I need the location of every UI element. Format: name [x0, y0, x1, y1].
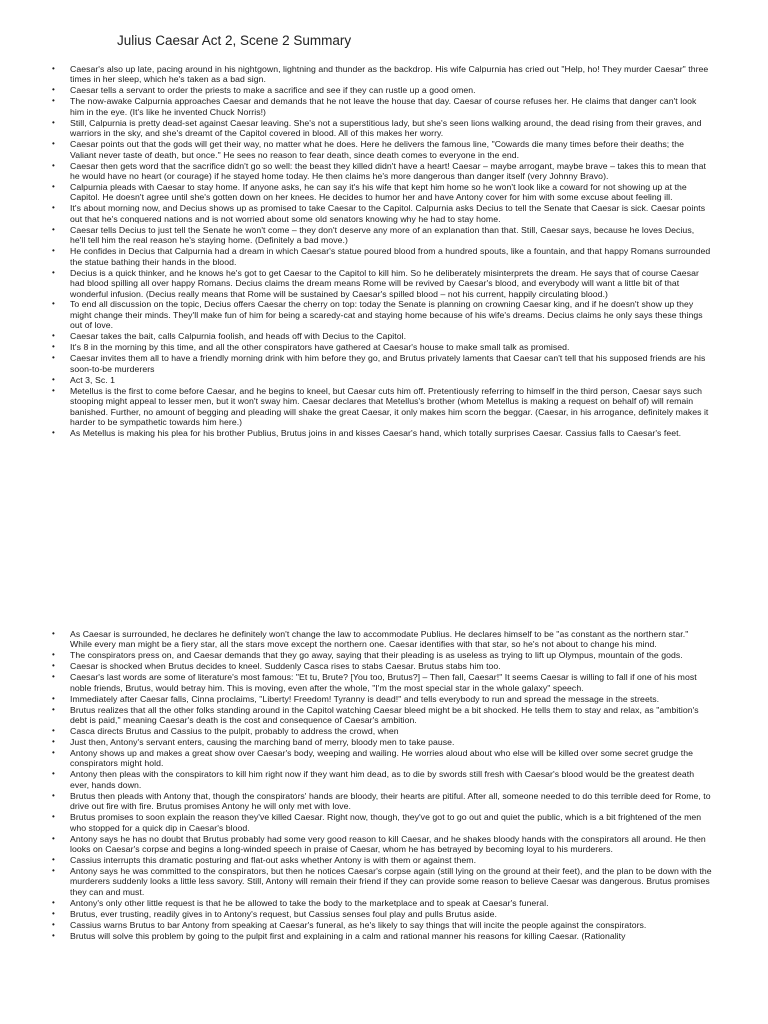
list-item-text: Just then, Antony's servant enters, causing the marching band of merry, bloody men to take pause.: [70, 737, 455, 748]
list-item: [52, 866, 712, 897]
list-item: [52, 85, 712, 95]
list-item-text: Metellus is the first to come before Caesar, and he begins to kneel, but Caesar cuts him off. Pretentiously referring to himself in the third person, Caesar says such stooping might appeal to lesser men, but it won't sway him. Caesar declares that Metellus's brother (whom Metellus is making a request on behalf of) will remain banished. Further, no amount of begging and pleading will shake the great Caesar, it only makes him scorn the beggar. (Caesar, in his arrogance, definitely makes it harder to be sympathetic towards him here.): [70, 385, 709, 427]
list-item-text: Caesar tells a servant to order the priests to make a sacrifice and see if they can rustle up a good omen.: [70, 85, 476, 96]
list-item: [52, 118, 712, 139]
bullet-icon: •: [52, 672, 55, 682]
bullet-icon: •: [52, 650, 55, 660]
bullet-icon: •: [52, 117, 55, 127]
list-item-text: Brutus then pleads with Antony that, though the conspirators' hands are bloody, their hearts are pitiful. After all, someone needed to do this terrible deed for Rome, to drive out fire with fire. Brutus promises Antony he will only met with love.: [70, 790, 711, 812]
bullet-icon: •: [52, 812, 55, 822]
bullet-icon: •: [52, 427, 55, 437]
list-item: [52, 428, 712, 438]
bullet-icon: •: [52, 203, 55, 213]
list-item: [52, 375, 712, 385]
list-item-text: Antony's only other little request is that he be allowed to take the body to the marketplace and to speak at Caesar's funeral.: [70, 897, 549, 908]
list-item-text: It's 8 in the morning by this time, and all the other conspirators have gathered at Caesar's house to make small talk as promised.: [70, 342, 570, 353]
bullet-icon: •: [52, 181, 55, 191]
bullet-icon: •: [52, 693, 55, 703]
bullet-icon: •: [52, 331, 55, 341]
list-item-text: Casca directs Brutus and Cassius to the pulpit, probably to address the crowd, when: [70, 726, 399, 737]
bullet-icon: •: [52, 908, 55, 918]
list-item: [52, 182, 712, 203]
list-item: [52, 268, 712, 299]
list-item-text: Brutus promises to soon explain the reason they've killed Caesar. Right now, though, they've got to go out and quiet the public, which is a bit frightened of the men who stopped for a quick dip in Caesar's blood.: [70, 812, 702, 833]
list-item: [52, 386, 712, 428]
list-item: [52, 909, 712, 919]
list-item: [52, 855, 712, 865]
list-item: [52, 203, 712, 224]
list-item-text: The conspirators press on, and Caesar demands that they go away, saying that their pleading is as useless as trying to lift up Olympus, mountain of the gods.: [70, 650, 683, 661]
bullet-icon: •: [52, 267, 55, 277]
list-item-text: Caesar invites them all to have a friendly morning drink with him before they go, and Brutus privately laments that Caesar can't tell that his supposed friends are his soon-to-be murderers: [70, 353, 706, 374]
summary-list-act3: [52, 629, 712, 942]
list-item-text: Caesar takes the bait, calls Calpurnia foolish, and heads off with Decius to the Capitol.: [70, 331, 407, 342]
list-item: [52, 342, 712, 352]
list-item-text: Caesar's also up late, pacing around in his nightgown, lightning and thunder as the backdrop. His wife Calpurnia has cried out "Help, ho! They murder Caesar" three times in her sleep, which he's taken as a bad sign.: [70, 64, 709, 85]
bullet-icon: •: [52, 224, 55, 234]
list-item: [52, 769, 712, 790]
list-item-text: Brutus, ever trusting, readily gives in to Antony's request, but Cassius senses foul play and pulls Brutus aside.: [70, 908, 497, 919]
list-item-text: Caesar is shocked when Brutus decides to kneel. Suddenly Casca rises to stabs Caesar. Brutus stabs him too.: [70, 661, 501, 672]
list-item-text: It's about morning now, and Decius shows up as promised to take Caesar to the Capitol. Calpurnia asks Decius to tell the Senate that Caesar is sick. Caesar points out that he's conquered nations and is not worried about some old senators knowing why he had to stay home.: [70, 203, 706, 224]
list-item: [52, 299, 712, 330]
bullet-icon: •: [52, 661, 55, 671]
list-item-text: Caesar tells Decius to just tell the Senate he won't come – they don't deserve any more of an explanation than that. Still, Caesar says, because he loves Decius, he'll tell him the real reason he's staying home. (Definitely a bad move.): [70, 224, 695, 246]
list-item-text: Immediately after Caesar falls, Cinna proclaims, "Liberty! Freedom! Tyranny is dead!" and tells everybody to run and spread the message in the streets.: [70, 693, 660, 704]
list-item: [52, 812, 712, 833]
bullet-icon: •: [52, 385, 55, 395]
list-item: [52, 225, 712, 246]
bullet-icon: •: [52, 919, 55, 929]
list-item: [52, 139, 712, 160]
list-item: [52, 96, 712, 117]
list-item-text: Cassius interrupts this dramatic posturing and flat-out asks whether Antony is with them or against them.: [70, 855, 477, 866]
list-item: [52, 650, 712, 660]
bullet-icon: •: [52, 246, 55, 256]
bullet-icon: •: [52, 96, 55, 106]
list-item: [52, 920, 712, 930]
list-item: [52, 246, 712, 267]
list-item: [52, 931, 712, 941]
bullet-icon: •: [52, 833, 55, 843]
bullet-icon: •: [52, 160, 55, 170]
list-item: [52, 353, 712, 374]
summary-list-act2: [52, 64, 712, 439]
bullet-icon: •: [52, 726, 55, 736]
list-item: [52, 629, 712, 650]
page-title: Julius Caesar Act 2, Scene 2 Summary: [117, 33, 352, 48]
list-item: [52, 672, 712, 693]
list-item-text: Cassius warns Brutus to bar Antony from speaking at Caesar's funeral, as he's likely to say things that will incite the people against the conspirators.: [70, 919, 647, 930]
list-item: [52, 705, 712, 726]
bullet-icon: •: [52, 139, 55, 149]
list-item-text: As Caesar is surrounded, he declares he definitely won't change the law to accommodate Publius. He declares himself to be "as constant as the northern star." While every man might be a fiery star, all the stars move except the northern one. Caesar identifies with that star, so he's not about to change his mind.: [70, 629, 689, 650]
list-item-text: Antony then pleas with the conspirators to kill him right now if they want him dead, as to die by swords still fresh with Caesar's blood would be the greatest death ever, hands down.: [70, 769, 695, 790]
bullet-icon: •: [52, 769, 55, 779]
list-item-text: Brutus will solve this problem by going to the pulpit first and explaining in a calm and rational manner his reasons for killing Caesar. (Rationality: [70, 930, 626, 941]
list-item: [52, 737, 712, 747]
bullet-icon: •: [52, 374, 55, 384]
bullet-icon: •: [52, 342, 55, 352]
bullet-icon: •: [52, 865, 55, 875]
list-item-text: Caesar then gets word that the sacrifice didn't go so well: the beast they killed didn't have a heart! Caesar – maybe arrogant, maybe brave – takes this to mean that he would have no heart (or courage) if he stayed home today. He then claims he's more dangerous than danger itself (very Johnny Bravo).: [70, 160, 706, 182]
list-item: [52, 64, 712, 85]
list-item-text: Brutus realizes that all the other folks standing around in the Capitol watching Caesar bleed might be a bit shocked. He tells them to stay and relax, as "ambition's debt is paid," meaning Caesar's death is the cost and consequence of Caesar's ambition.: [70, 704, 699, 726]
list-item: [52, 726, 712, 736]
bullet-icon: •: [52, 897, 55, 907]
bullet-icon: •: [52, 629, 55, 638]
list-item: [52, 694, 712, 704]
bullet-icon: •: [52, 747, 55, 757]
list-item-text: He confides in Decius that Calpurnia had a dream in which Caesar's statue poured blood from a hundred spouts, like a fountain, and that happy Romans surrounded the statue bathing their hands in the blood.: [70, 246, 711, 267]
list-item-text: Antony shows up and makes a great show over Caesar's body, weeping and wailing. He worries aloud about who else will be killed over some secret grudge the conspirators might hold.: [70, 747, 693, 769]
list-item: [52, 331, 712, 341]
list-item-text: As Metellus is making his plea for his brother Publius, Brutus joins in and kisses Caesar's hand, which totally surprises Caesar. Cassius falls to Caesar's feet.: [70, 427, 682, 438]
list-item-text: Caesar points out that the gods will get their way, no matter what he does. Here he delivers the famous line, "Cowards die many times before their deaths; the Valiant never taste of death, but once." He sees no reason to fear death, since death comes to everyone in the end.: [70, 139, 684, 160]
list-item: [52, 748, 712, 769]
list-item: [52, 898, 712, 908]
bullet-icon: •: [52, 790, 55, 800]
list-item-text: Still, Calpurnia is pretty dead-set against Caesar leaving. She's not a superstitious lady, but she's seen lions walking around, the dead rising from their graves, and warriors in the sky, and she's dreamt of the Capitol covered in blood. All of this makes her worry.: [70, 117, 702, 139]
list-item: [52, 834, 712, 855]
bullet-icon: •: [52, 64, 55, 73]
bullet-icon: •: [52, 737, 55, 747]
list-item-text: Antony says he has no doubt that Brutus probably had some very good reason to kill Caesar, and he shakes bloody hands with the conspirators all around. He then looks on Caesar's corpse and begins a long-winded speech in praise of Caesar, whom he has betrayed by becoming loyal to his murderers.: [70, 833, 706, 855]
list-item-text: Act 3, Sc. 1: [70, 374, 116, 385]
list-item-text: Calpurnia pleads with Caesar to stay home. If anyone asks, he can say it's his wife that kept him home so he won't look like a coward for not showing up at the Capitol. He doesn't agree until she's gotten down on her knees. He decides to humor her and have Antony cover for him with some excuse about feeling ill.: [70, 181, 687, 203]
list-item: [52, 661, 712, 671]
list-item-text: Decius is a quick thinker, and he knows he's got to get Caesar to the Capitol to kill him. So he deliberately misinterprets the dream. He says that of course Caesar had blood spilling all over happy Romans. Decius claims the dream means Rome will be revived by Caesar's blood, and everybody will want a little bit of that wonderful infusion. (Decius really means that Rome will be sustained by Caesar's spilled blood – not his current, happily circulating blood.): [70, 267, 699, 299]
list-item: [52, 791, 712, 812]
bullet-icon: •: [52, 930, 55, 940]
list-item-text: Antony says he was committed to the conspirators, but then he notices Caesar's corpse again (still lying on the ground at their feet), and the plan to be down with the murderers suddenly looks a little less savory. Still, Antony will remain their friend if they can provide some reason to believe Caesar was dangerous. Brutus promises they can and must.: [70, 865, 712, 897]
list-item-text: To end all discussion on the topic, Decius offers Caesar the cherry on top: today the Senate is planning on crowning Caesar king, and if he doesn't show up they might change their minds. They'll make fun of him for being a scaredy-cat and staying home because of his wife's dreams. Decius claims he only says these things out of love.: [70, 299, 703, 331]
bullet-icon: •: [52, 855, 55, 865]
bullet-icon: •: [52, 299, 55, 309]
list-item: [52, 161, 712, 182]
list-item-text: The now-awake Calpurnia approaches Caesar and demands that he not leave the house that day. Caesar of course refuses her. He claims that danger can't look him in the eye. (It's like he invented Chuck Norris!): [70, 96, 697, 117]
bullet-icon: •: [52, 85, 55, 95]
bullet-icon: •: [52, 704, 55, 714]
bullet-icon: •: [52, 353, 55, 363]
list-item-text: Caesar's last words are some of literature's most famous: "Et tu, Brute? [You too, Brutus?] – Then fall, Caesar!" It seems Caesar is willing to fall if one of his most noble friends, Brutus, would betray him. This is moving, even after the whole, "I'm the most special star in the whole galaxy" speech.: [70, 672, 697, 693]
